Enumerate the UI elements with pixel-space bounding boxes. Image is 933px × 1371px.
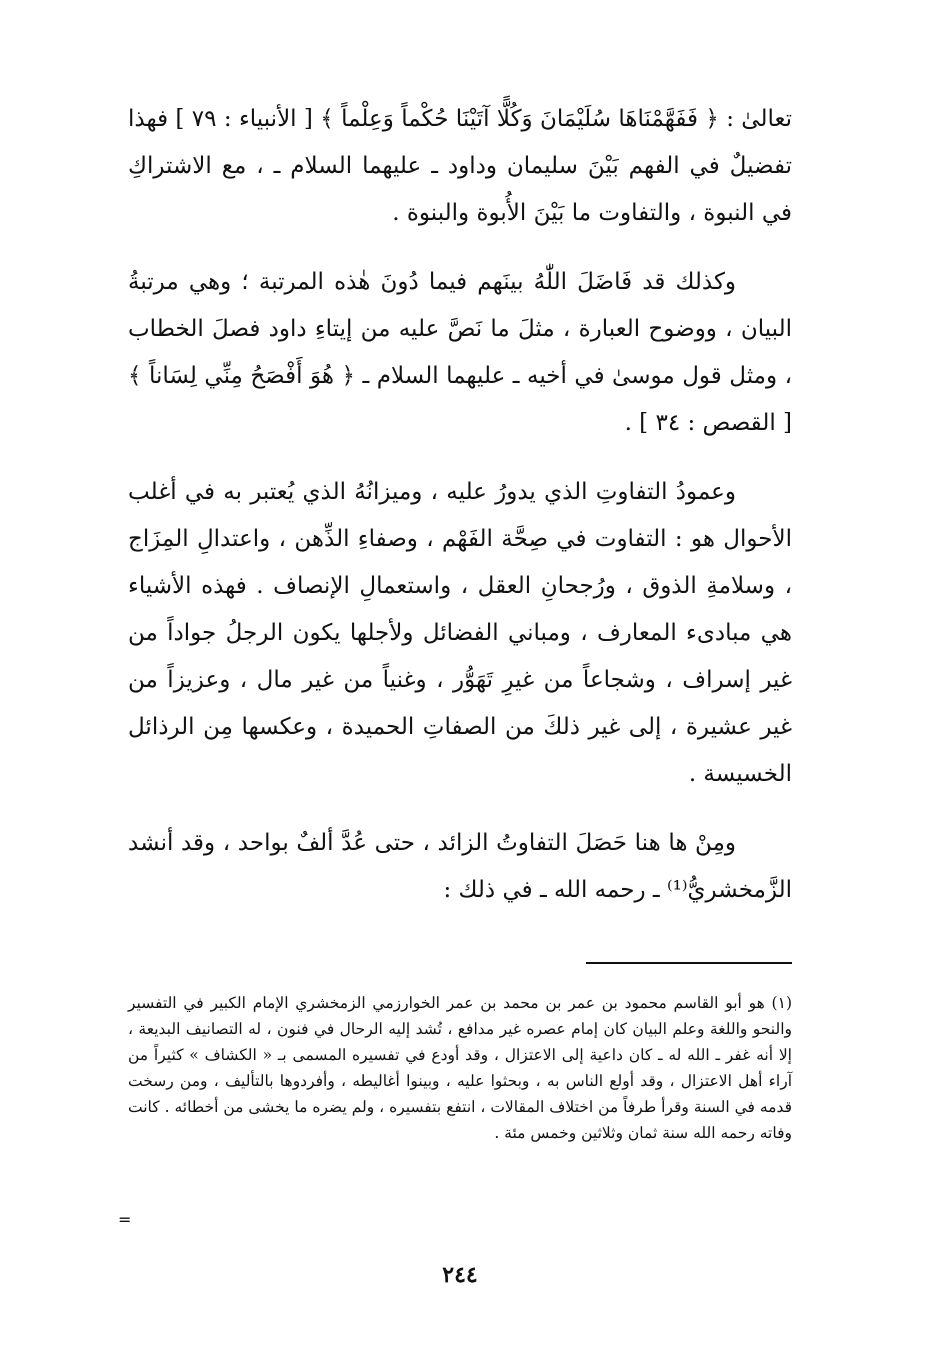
paragraph-2: وكذلك قد فَاضَلَ اللّٰهُ بينَهم فيما دُونَ هٰذه المرتبة ؛ وهي مرتبةُ البيان ، ووضوح العبارة ، مثلَ ما نَصَّ عليه من إيتاءِ داود فصلَ الخطاب ، ومثل قول موسىٰ في أخيه ـ عليهما السلام ـ ﴿ هُوَ أَفْصَحُ مِنِّي لِسَاناً ﴾ [ القصص : ٣٤ ] . xyxy=(128,269,792,436)
page xyxy=(128,0,792,1371)
body-text xyxy=(128,96,792,936)
footnote-divider xyxy=(586,962,792,964)
paragraph-4: ومِنْ ها هنا حَصَلَ التفاوتُ الزائد ، حتى عُدَّ ألفٌ بواحد ، وقد أنشد الزَّمخشريُّ⁽¹⁾ ـ رحمه الله ـ في ذلك : xyxy=(128,830,792,903)
margin-mark: = xyxy=(118,1210,132,1229)
paragraph-1: تعالىٰ : ﴿ فَفَهَّمْنَاهَا سُلَيْمَانَ وَكُلًّا آتَيْنَا حُكْماً وَعِلْماً ﴾ [ الأنبياء : ٧٩ ] فهذا تفضيلٌ في الفهم بَيْنَ سليمان وداود ـ عليهما السلام ـ ، مع الاشتراكِ في النبوة ، والتفاوت ما بَيْنَ الأُبوة والبنوة . xyxy=(128,106,792,226)
page-number: ٢٤٤ xyxy=(442,1262,478,1288)
footnote: (١) هو أبو القاسم محمود بن عمر بن محمد بن عمر الخوارزمي الزمخشري الإمام الكبير في التفسير والنحو واللغة وعلم البيان كان إمام عصره غير مدافع ، تُشد إليه الرحال في فنون ، له التصانيف البديعة ، إلا أنه غفر ـ الله له ـ كان داعية إلى الاعتزال ، وقد أودع في تفسيره المسمى بـ « الكشاف » كثيراً من آراء أهل الاعتزال ، وقد أولع الناس به ، وبحثوا عليه ، وبينوا أغاليطه ، وأفردوها بالتأليف ، ومن رسخت قدمه في السنة وقرأ طرفاً من اختلاف المقالات ، انتفع بتفسيره ، ولم يضره ما يخشى من أخطائه . كانت وفاته رحمه الله سنة ثمان وثلاثين وخمس مئة . xyxy=(128,994,792,1142)
paragraph-3: وعمودُ التفاوتِ الذي يدورُ عليه ، وميزانُهُ الذي يُعتبر به في أغلب الأحوال هو : التفاوت في صِحَّة الفَهْم ، وصفاءِ الذِّهن ، واعتدالِ المِزَاج ، وسلامةِ الذوق ، ورُجحانِ العقل ، واستعمالِ الإنصاف . فهذه الأشياء هي مبادىء المعارف ، ومباني الفضائل ولأجلها يكون الرجلُ جواداً من غير إسراف ، وشجاعاً من غيرِ تَهَوُّر ، وغنياً من غير مال ، وعزيزاً من غير عشيرة ، إلى غير ذلكَ من الصفاتِ الحميدة ، وعكسها مِن الرذائل الخسيسة . xyxy=(128,479,792,787)
